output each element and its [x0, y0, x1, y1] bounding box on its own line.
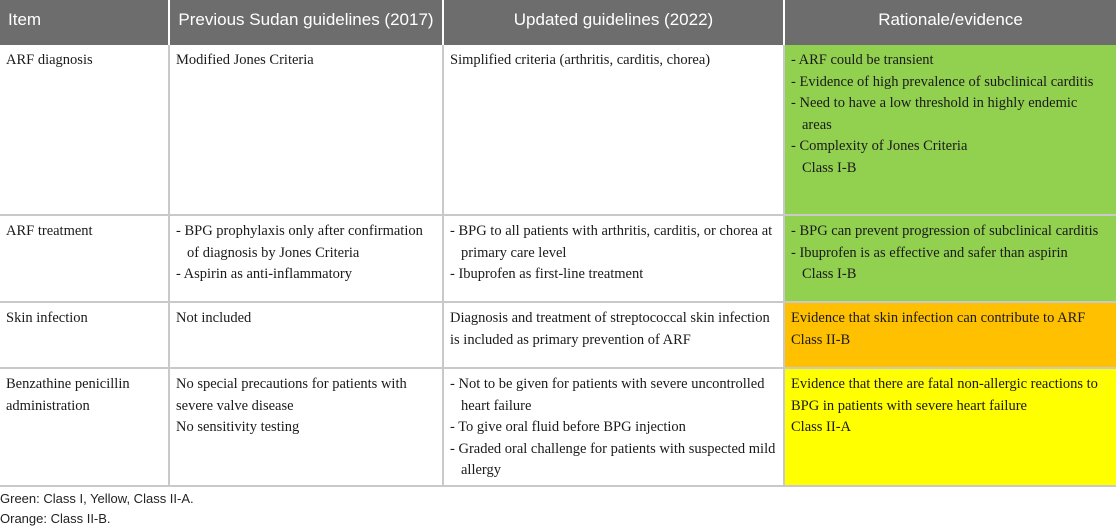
cell-previous [169, 368, 443, 486]
list-item: - Ibuprofen as first-line treatment [450, 264, 777, 286]
list-item: - ARF could be transient [791, 50, 1110, 72]
evidence-class: Class II-A [791, 419, 852, 435]
header-updated: Updated guidelines (2022) [443, 0, 784, 45]
cell-rationale [784, 215, 1116, 302]
cell-rationale [784, 302, 1116, 368]
list-item: - Graded oral challenge for patients with suspected mild allergy [450, 439, 777, 482]
cell-item: Benzathine penicillin administration [0, 368, 169, 486]
previous-list [176, 221, 436, 286]
previous-line: No sensitivity testing [176, 419, 300, 435]
list-item: - Complexity of Jones Criteria [791, 136, 1110, 158]
cell-item: Skin infection [0, 302, 169, 368]
list-item: - Evidence of high prevalence of subclinical carditis [791, 72, 1110, 94]
cell-item: ARF diagnosis [0, 45, 169, 215]
list-item: - BPG to all patients with arthritis, carditis, or chorea at primary care level [450, 221, 777, 264]
list-item: - Ibuprofen is as effective and safer than aspirin [791, 243, 1110, 265]
cell-previous [169, 215, 443, 302]
table-row [0, 302, 1116, 368]
updated-list [450, 221, 777, 286]
header-rationale: Rationale/evidence [784, 0, 1116, 45]
cell-rationale [784, 368, 1116, 486]
footnote-orange: Orange: Class II-B. [0, 511, 111, 526]
table-row [0, 45, 1116, 215]
evidence-class: Class II-B [791, 331, 851, 348]
header-previous: Previous Sudan guidelines (2017) [169, 0, 443, 45]
rationale-list [791, 221, 1110, 264]
evidence-class: Class I-B [802, 159, 857, 176]
evidence-class: Class I-B [802, 266, 857, 282]
rationale-text: Evidence that there are fatal non-allergic reactions to BPG in patients with severe heart failure [791, 376, 1098, 414]
table-row [0, 368, 1116, 486]
cell-updated [443, 368, 784, 486]
cell-previous: Modified Jones Criteria [169, 45, 443, 215]
cell-updated [443, 215, 784, 302]
list-item: - Aspirin as anti-inflammatory [176, 264, 436, 286]
cell-updated: Diagnosis and treatment of streptococcal skin infection is included as primary prevention of ARF [443, 302, 784, 368]
cell-previous: Not included [169, 302, 443, 368]
header-item: Item [0, 0, 169, 45]
table-footnotes [0, 489, 194, 529]
list-item: - Not to be given for patients with severe uncontrolled heart failure [450, 374, 777, 417]
list-item: - BPG can prevent progression of subclinical carditis [791, 221, 1110, 243]
list-item: - To give oral fluid before BPG injection [450, 417, 777, 439]
table-row [0, 215, 1116, 302]
rationale-list [791, 50, 1110, 158]
list-item: - Need to have a low threshold in highly endemic areas [791, 93, 1110, 136]
previous-line: No special precautions for patients with severe valve disease [176, 376, 407, 414]
rationale-text: Evidence that skin infection can contribute to ARF [791, 310, 1086, 326]
cell-updated: Simplified criteria (arthritis, carditis, chorea) [443, 45, 784, 215]
header-row [0, 0, 1116, 45]
footnote-green-yellow: Green: Class I, Yellow, Class II-A. [0, 491, 194, 506]
updated-list [450, 374, 777, 482]
cell-item: ARF treatment [0, 215, 169, 302]
cell-rationale [784, 45, 1116, 215]
list-item: - BPG prophylaxis only after confirmation of diagnosis by Jones Criteria [176, 221, 436, 264]
